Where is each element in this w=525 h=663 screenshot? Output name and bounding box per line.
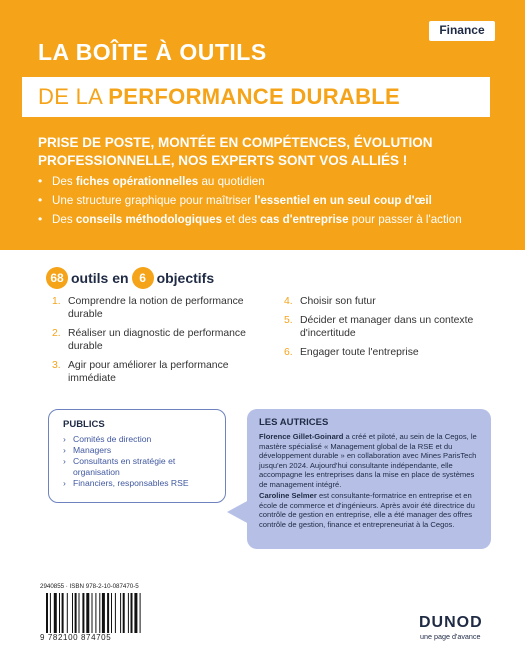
title-block <box>0 28 525 121</box>
barcode <box>40 583 174 643</box>
objectives-column-2 <box>284 295 484 365</box>
publics-list <box>63 434 223 489</box>
category-label: Finance <box>439 23 485 37</box>
objectives-label: objectifs <box>156 270 215 286</box>
tools-label: outils en <box>71 270 129 286</box>
objective-item: 6. Engager toute l'entreprise <box>284 347 419 358</box>
objective-item: 5. Décider et manager dans un contexte d'incertitude <box>284 315 474 339</box>
objective-item: 4. Choisir son futur <box>284 296 376 307</box>
tools-count-badge: 68 <box>46 267 68 289</box>
author-bio-2: Caroline Selmer est consultante-formatrice en entreprise et en école de commerce et d'ingénieurs. Après avoir été directrice du contrôle de gestion en entreprise, elle a été manager des offres contrôle de gestion, finance et entrepreneuriat à la Cegos. <box>259 491 475 529</box>
publisher-logo <box>419 614 483 641</box>
objective-item: 2. Réaliser un diagnostic de performance durable <box>52 328 246 352</box>
author-bio-1: Florence Gillet-Goinard a créé et piloté, au sein de la Cegos, le mastère spécialisé « Management global de la RSE et du développement durable » en collaboration avec Mines ParisTech jusqu'en 2024. Aujourd'hui consultante indépendante, elle accompagne les entreprises dans la mise en place de systèmes de management intégré. <box>259 432 477 489</box>
feature-item: • Des fiches opérationnelles au quotidien <box>38 172 508 191</box>
autrices-box <box>247 409 491 549</box>
objectives-column-1 <box>52 295 252 391</box>
publics-item: › Consultants en stratégie et organisation <box>63 456 223 478</box>
publisher-name: DUNOD <box>419 614 483 631</box>
title-line-1: LA BOÎTE À OUTILS <box>38 39 267 65</box>
publics-heading: PUBLICS <box>63 419 105 430</box>
feature-list <box>38 172 508 229</box>
publics-item: › Managers <box>63 445 223 456</box>
hook-text: PRISE DE POSTE, MONTÉE EN COMPÉTENCES, ÉVOLUTION PROFESSIONNELLE, NOS EXPERTS SONT VOS ALLIÉS ! <box>38 135 433 168</box>
objective-item: 3. Agir pour améliorer la performance immédiate <box>52 360 229 384</box>
tools-counter <box>46 267 217 289</box>
objectives-count-badge: 6 <box>132 267 154 289</box>
publics-item: › Comités de direction <box>63 434 223 445</box>
objective-item: 1. Comprendre la notion de performance durable <box>52 296 244 320</box>
publics-item: › Financiers, responsables RSE <box>63 478 223 489</box>
publisher-tagline: une page d'avance <box>420 632 481 641</box>
feature-item: • Une structure graphique pour maîtriser l'essentiel en un seul coup d'œil <box>38 191 508 210</box>
publics-box <box>48 409 226 503</box>
autrices-bubble-tail <box>227 500 249 524</box>
isbn-number: 9 782100 874705 <box>40 633 112 642</box>
feature-item: • Des conseils méthodologiques et des cas d'entreprise pour passer à l'action <box>38 210 508 229</box>
autrices-heading: LES AUTRICES <box>259 417 329 428</box>
isbn-reference: 2940855 · ISBN 978-2-10-087470-5 <box>40 583 139 590</box>
title-line-2-box <box>22 77 490 117</box>
barcode-bars <box>46 593 170 633</box>
title-line-2: DE LA PERFORMANCE DURABLE <box>38 84 400 109</box>
